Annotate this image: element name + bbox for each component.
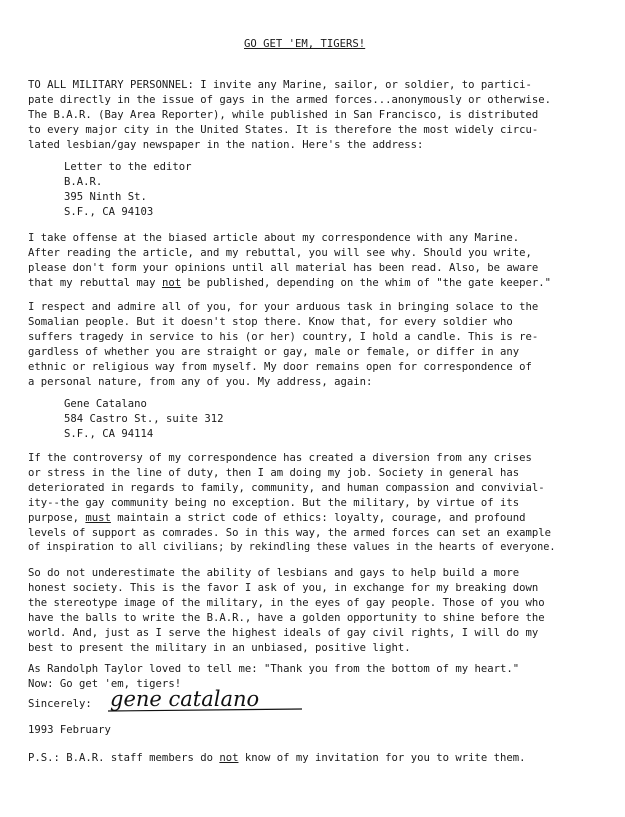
p4-line-1: If the controversy of my correspondence has created a diversion from any crises [28, 452, 532, 464]
p2-line-4-a: that my rebuttal may [28, 277, 162, 289]
p5-line-1: So do not underestimate the ability of lesbians and gays to help build a more [28, 567, 520, 579]
p4-line-5-b: maintain a strict code of ethics: loyalty, courage, and profound [110, 512, 526, 524]
address2-line-1: Gene Catalano [64, 398, 147, 410]
p4-line-4: ity--the gay community being no exception. But the military, by virtue of its [28, 497, 520, 509]
p1-line-2: pate directly in the issue of gays in the armed forces...anonymously or otherwise. [28, 94, 551, 106]
p1-line-1: TO ALL MILITARY PERSONNEL: I invite any Marine, sailor, or soldier, to partici- [28, 79, 532, 91]
p3-line-5: ethnic or religious way from myself. My door remains open for correspondence of [28, 361, 532, 373]
p2-emphasis-not: not [161, 277, 182, 289]
address1-line-1: Letter to the editor [64, 161, 192, 173]
p5-line-6: best to present the military in an unbiased, positive light. [28, 642, 411, 654]
p3-line-2: Somalian people. But it doesn't stop there. Know that, for every soldier who [28, 316, 513, 328]
address2-line-3: S.F., CA 94114 [64, 428, 154, 440]
p2-line-4-b: be published, depending on the whim of "the gate keeper." [181, 277, 552, 289]
p2-line-2: After reading the article, and my rebuttal, you will see why. Should you write, [28, 247, 532, 259]
p4-line-6: levels of support as comrades. So in this way, the armed forces can set an example [28, 527, 551, 539]
p4-line-5-a: purpose, [28, 512, 86, 524]
p3-line-6: a personal nature, from any of you. My address, again: [28, 376, 373, 388]
p5-line-2: honest society. This is the favor I ask of you, in exchange for my breaking down [28, 582, 539, 594]
p6-line-1: As Randolph Taylor loved to tell me: "Thank you from the bottom of my heart." [28, 663, 520, 675]
p5-line-3: the stereotype image of the military, in the eyes of gay people. Those of you who [28, 597, 545, 609]
p5-line-5: world. And, just as I serve the highest ideals of gay civil rights, I will do my [28, 627, 539, 639]
ps-a: P.S.: B.A.R. staff members do [28, 752, 220, 764]
p5-line-4: have the balls to write the B.A.R., have a golden opportunity to shine before the [28, 612, 545, 624]
ps-emphasis-not: not [219, 752, 239, 764]
p1-line-5: lated lesbian/gay newspaper in the nation. Here's the address: [28, 139, 424, 151]
p4-line-7: of inspiration to all civilians; by rekindling these values in the hearts of everyone. [28, 542, 556, 553]
address1-line-2: B.A.R. [64, 176, 103, 188]
address1-line-3: 395 Ninth St. [64, 191, 147, 203]
p3-line-1: I respect and admire all of you, for your arduous task in bringing solace to the [28, 301, 539, 313]
p1-line-3: The B.A.R. (Bay Area Reporter), while published in San Francisco, is distributed [28, 109, 539, 121]
letter-title: GO GET 'EM, TIGERS! [244, 38, 366, 50]
p4-line-2: or stress in the line of duty, then I am doing my job. Society in general has [28, 467, 520, 479]
p3-line-3: suffers tragedy in service to his (or her) country, I hold a candle. This is re- [28, 331, 539, 343]
p2-line-3: please don't form your opinions until all material has been read. Also, be aware [28, 262, 539, 274]
p2-line-4 [28, 276, 551, 290]
p4-line-3: deteriorated in regards to family, community, and human compassion and convivial- [28, 482, 545, 494]
signature-text: gene catalano [110, 687, 260, 711]
p4-line-5 [28, 511, 526, 525]
p6-line-2: Now: Go get 'em, tigers! [28, 678, 182, 690]
p1-line-4: to every major city in the United States. It is therefore the most widely circu- [28, 124, 539, 136]
postscript [28, 751, 526, 765]
ps-b: know of my invitation for you to write them. [238, 752, 526, 764]
letter-date: 1993 February [28, 724, 111, 736]
p3-line-4: gardless of whether you are straight or gay, male or female, or differ in any [28, 346, 520, 358]
handwritten-signature [106, 686, 306, 714]
p2-line-1: I take offense at the biased article about my correspondence with any Marine. [28, 232, 520, 244]
p4-emphasis-must: must [85, 512, 111, 524]
address1-line-4: S.F., CA 94103 [64, 206, 154, 218]
sincerely-label: Sincerely: [28, 698, 92, 710]
address2-line-2: 584 Castro St., suite 312 [64, 413, 224, 425]
